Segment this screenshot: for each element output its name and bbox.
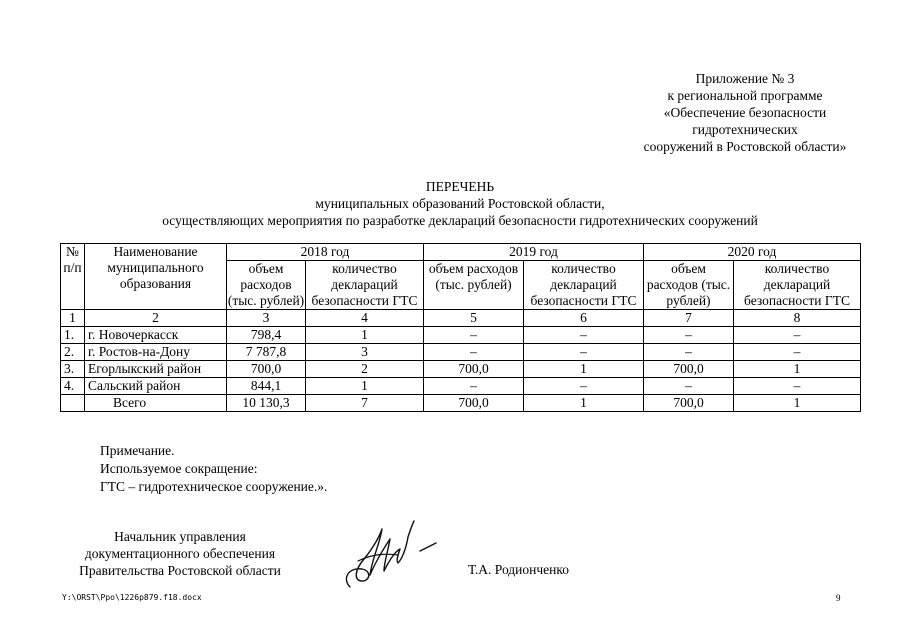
table-row <box>61 361 861 378</box>
row-c2018: 3 <box>306 344 424 361</box>
row-c2018: 2 <box>306 361 424 378</box>
header-cell-year: 2020 год <box>644 244 861 261</box>
appendix-line: гидротехнических <box>692 122 798 137</box>
column-number: 7 <box>644 310 734 327</box>
subheader-volume: объем расходов (тыс. рублей) <box>227 261 305 308</box>
heading-line: осуществляющих мероприятия по разработке деклараций безопасности гидротехнических сооружений <box>162 213 758 228</box>
note-line: Используемое сокращение: <box>100 461 258 476</box>
row-name: Сальский район <box>85 378 227 395</box>
subheader-volume: объем расходов (тыс. рублей) <box>424 261 524 310</box>
total-v2019: 700,0 <box>424 395 524 412</box>
total-v2018: 10 130,3 <box>227 395 306 412</box>
file-path: Y:\ORST\Ppo\1226p879.f18.docx <box>62 593 202 602</box>
row-c2019: – <box>524 327 644 344</box>
row-v2018: 700,0 <box>227 361 306 378</box>
row-c2019: – <box>524 344 644 361</box>
table-row <box>61 344 861 361</box>
note-line: ГТС – гидротехническое сооружение.». <box>100 479 328 494</box>
header-cell-year: 2019 год <box>424 244 644 261</box>
row-v2018: 844,1 <box>227 378 306 395</box>
signatory-name: Т.А. Родионченко <box>468 562 569 577</box>
row-no: 1. <box>61 327 85 344</box>
column-number: 1 <box>61 310 85 327</box>
table-column-numbers-row <box>61 310 861 327</box>
row-v2020: – <box>644 378 734 395</box>
row-c2020: – <box>734 344 861 361</box>
subheader-count: количество деклараций безопасности ГТС <box>524 261 644 310</box>
row-v2018: 7 787,8 <box>227 344 306 361</box>
row-c2020: – <box>734 378 861 395</box>
row-v2019: – <box>424 378 524 395</box>
total-label: Всего <box>85 395 227 412</box>
header-cell-no: № п/п <box>61 244 85 310</box>
table-row <box>61 378 861 395</box>
handwritten-signature <box>340 515 450 599</box>
row-c2019: – <box>524 378 644 395</box>
row-name: Егорлыкский район <box>85 361 227 378</box>
appendix-header <box>600 70 890 155</box>
heading-title: ПЕРЕЧЕНЬ <box>425 179 495 194</box>
subheader-volume: объем расходов (тыс. рублей) <box>644 261 734 310</box>
table-header-row <box>61 244 861 261</box>
column-number: 6 <box>524 310 644 327</box>
row-c2018: 1 <box>306 378 424 395</box>
total-v2020: 700,0 <box>644 395 734 412</box>
document-heading <box>60 178 860 229</box>
row-v2020: 700,0 <box>644 361 734 378</box>
signatory-line: Начальник управления <box>114 529 246 544</box>
note-title: Примечание. <box>100 443 175 458</box>
subheader-count: количество деклараций безопасности ГТС <box>734 261 861 310</box>
column-number: 2 <box>85 310 227 327</box>
municipalities-table <box>60 243 861 412</box>
page-number: 9 <box>836 593 841 603</box>
column-number: 4 <box>306 310 424 327</box>
header-cell-name: Наименование муниципального образования <box>85 244 227 310</box>
row-v2020: – <box>644 344 734 361</box>
row-name: г. Ростов-на-Дону <box>85 344 227 361</box>
appendix-line: сооружений в Ростовской области» <box>643 139 847 154</box>
header-cell-year: 2018 год <box>227 244 424 261</box>
row-name: г. Новочеркасск <box>85 327 227 344</box>
note-block <box>100 442 327 496</box>
table-total-row <box>61 395 861 412</box>
total-c2020: 1 <box>734 395 861 412</box>
subheader-count: количество деклараций безопасности ГТС <box>306 261 424 310</box>
column-number: 5 <box>424 310 524 327</box>
row-no: 2. <box>61 344 85 361</box>
signatory-position <box>60 528 300 579</box>
row-v2019: – <box>424 344 524 361</box>
row-c2018: 1 <box>306 327 424 344</box>
appendix-line: «Обеспечение безопасности <box>663 105 827 120</box>
row-v2019: – <box>424 327 524 344</box>
table-row <box>61 327 861 344</box>
row-c2019: 1 <box>524 361 644 378</box>
row-no: 3. <box>61 361 85 378</box>
signatory-line: документационного обеспечения <box>84 546 276 561</box>
column-number: 8 <box>734 310 861 327</box>
column-number: 3 <box>227 310 306 327</box>
appendix-line: к региональной программе <box>667 88 823 103</box>
row-v2020: – <box>644 327 734 344</box>
total-c2019: 1 <box>524 395 644 412</box>
row-v2019: 700,0 <box>424 361 524 378</box>
total-no <box>61 395 85 412</box>
row-v2018: 798,4 <box>227 327 306 344</box>
row-c2020: 1 <box>734 361 861 378</box>
row-no: 4. <box>61 378 85 395</box>
signatory-line: Правительства Ростовской области <box>79 563 281 578</box>
total-c2018: 7 <box>306 395 424 412</box>
appendix-line: Приложение № 3 <box>695 71 795 86</box>
row-c2020: – <box>734 327 861 344</box>
heading-line: муниципальных образований Ростовской области, <box>315 196 605 211</box>
